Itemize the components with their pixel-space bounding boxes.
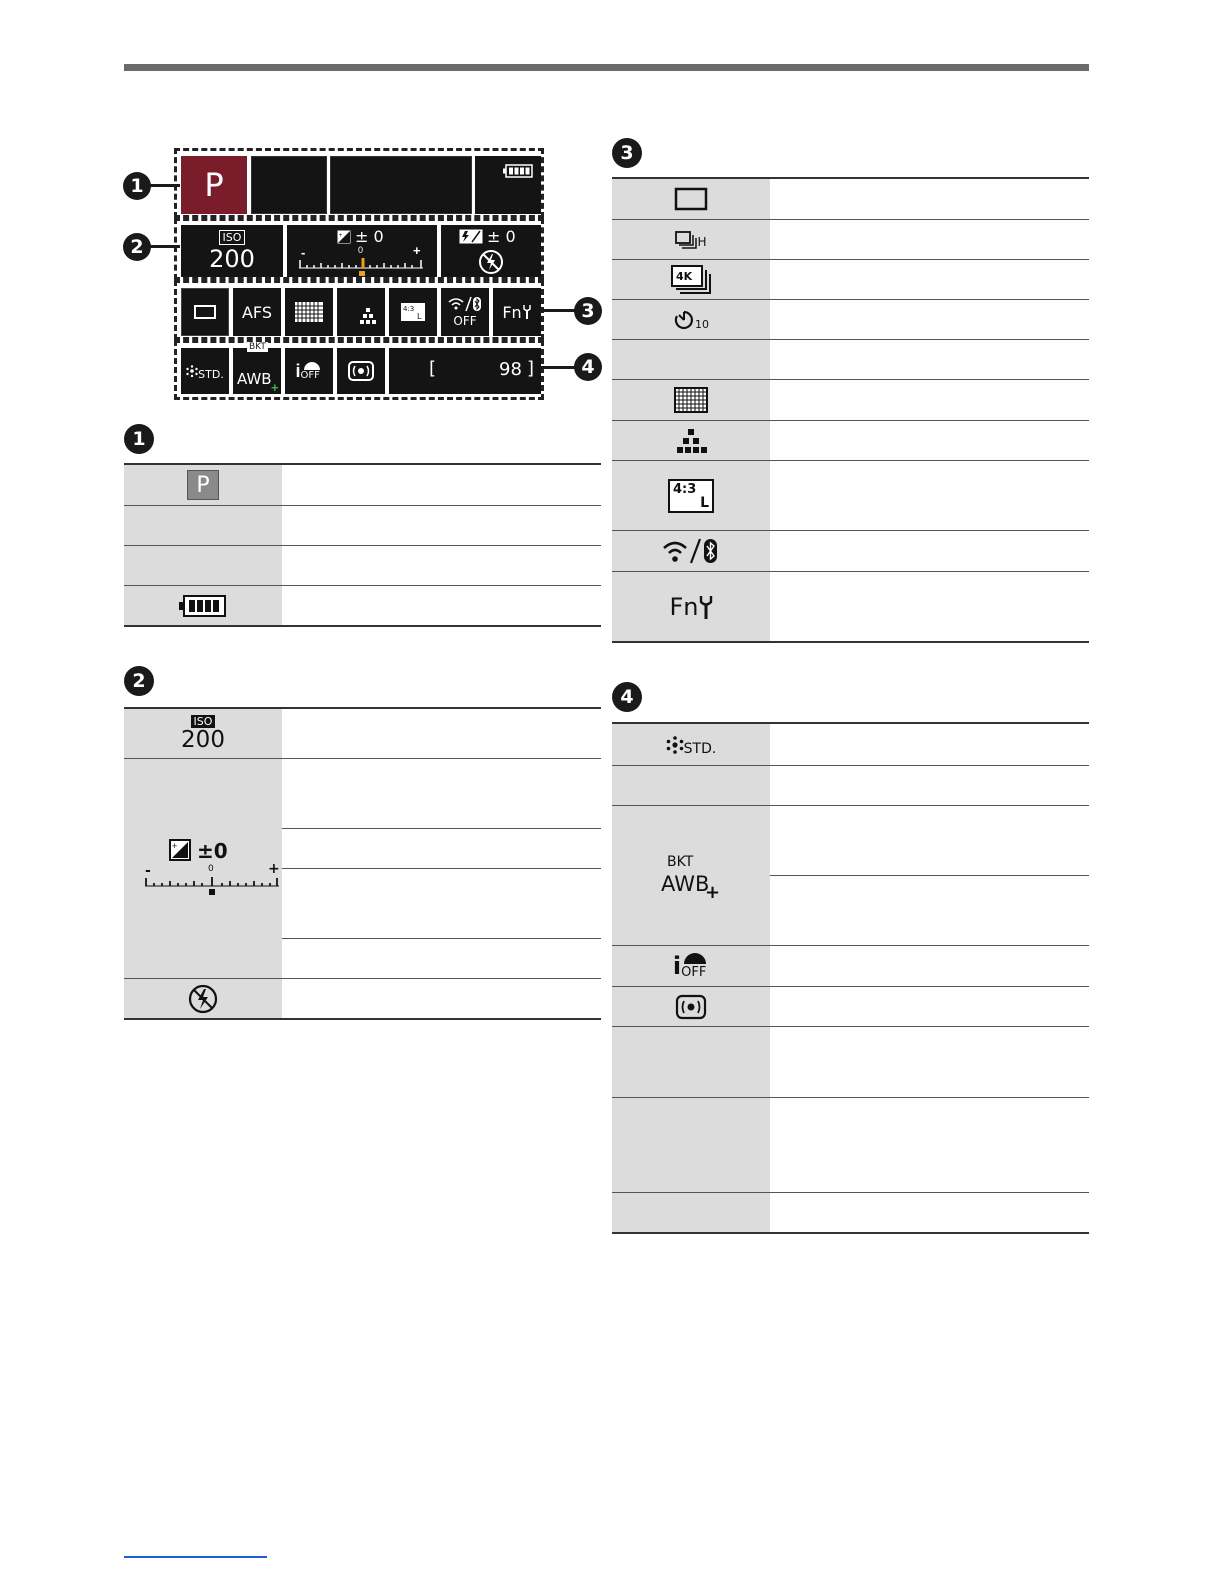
sub-divider: [282, 938, 601, 939]
icon-cell: [612, 531, 770, 571]
section-1-heading: 1: [124, 424, 154, 454]
callout-1: 1: [123, 172, 151, 200]
description-cell: [770, 987, 1089, 1026]
icon-cell: [612, 987, 770, 1026]
wifi-off-label: OFF: [453, 314, 477, 328]
quality-icon: [675, 428, 707, 454]
description-cell: [770, 300, 1089, 339]
table-row: [612, 946, 1089, 987]
scale-plus: +: [413, 243, 421, 258]
iso-badge: ISO: [191, 715, 216, 728]
table-row: [612, 572, 1089, 643]
description-cell: [770, 946, 1089, 986]
icon-cell: [612, 461, 770, 530]
table-row: [612, 766, 1089, 806]
remaining-count: 98: [499, 359, 522, 380]
iso-value: 200: [181, 726, 225, 753]
table-row: [612, 806, 1089, 946]
panel-row-3: [174, 280, 544, 340]
table-row: [612, 260, 1089, 300]
icon-cell: [612, 724, 770, 765]
multi-area-icon: [294, 301, 324, 323]
table-row: [124, 586, 601, 627]
icon-cell: [612, 300, 770, 339]
scale-plus: +: [268, 860, 280, 877]
svg-text:4K: 4K: [676, 269, 693, 283]
i-dynamic-off-label: OFF: [681, 965, 707, 980]
remaining-shots-cell: [389, 348, 541, 394]
description-cell: [770, 220, 1089, 259]
description-cell: [770, 531, 1089, 571]
description-cell: [282, 759, 601, 978]
svg-text:L: L: [417, 312, 422, 321]
panel-row-2: [174, 218, 544, 280]
exposure-scale: [145, 875, 279, 889]
table-row: [612, 531, 1089, 572]
icon-cell: [612, 946, 770, 986]
table-row: [612, 461, 1089, 531]
self-timer-icon: [673, 309, 695, 331]
panel-cell-blank-a[interactable]: [251, 156, 327, 214]
icon-cell: [124, 759, 282, 978]
aspect-size-icon: [668, 479, 714, 513]
exposure-comp-value: ± 0: [355, 227, 384, 246]
description-cell: [770, 260, 1089, 299]
half-circle-icon: [683, 951, 707, 965]
description-cell: [770, 766, 1089, 805]
callout-1-line: [150, 184, 180, 187]
exposure-cell[interactable]: [287, 225, 437, 277]
bkt-label: BKT: [667, 853, 694, 870]
quality-cell[interactable]: [337, 288, 385, 336]
description-cell: [770, 724, 1089, 765]
table-row: [612, 987, 1089, 1027]
panel-cell-blank-b[interactable]: [330, 156, 472, 214]
table-row: [124, 709, 601, 759]
description-cell: [770, 461, 1089, 530]
wrench-icon: [522, 304, 532, 320]
panel-row-1: [174, 148, 544, 218]
fn-label: Fn: [502, 302, 522, 322]
aspect-size-icon: [400, 302, 426, 322]
description-cell: [282, 586, 601, 625]
icon-cell: [124, 586, 282, 625]
fn-cell[interactable]: [493, 288, 541, 336]
metering-cell[interactable]: [337, 348, 385, 394]
description-cell: [282, 709, 601, 758]
scale-minus: -: [301, 245, 306, 260]
svg-text:+: +: [172, 840, 178, 851]
i-dynamic-icon: i: [295, 360, 301, 381]
icon-cell: [612, 421, 770, 460]
table-row: [612, 220, 1089, 260]
i-dynamic-cell[interactable]: [285, 348, 333, 394]
table-row: [612, 340, 1089, 380]
section-3-table: [612, 177, 1089, 643]
af-mode-cell[interactable]: [233, 288, 281, 336]
iso-badge: ISO: [219, 230, 246, 245]
section-4-table: [612, 722, 1089, 1234]
scale-zero: 0: [358, 245, 364, 255]
metering-icon: [675, 994, 707, 1020]
description-cell: [770, 1027, 1089, 1097]
icon-cell: [124, 506, 282, 545]
battery-icon: [179, 595, 227, 617]
scale-minus: -: [145, 862, 151, 879]
callout-4: 4: [574, 353, 602, 381]
flash-comp-value: ± 0: [487, 227, 516, 246]
bkt-label: BKT: [249, 342, 266, 352]
description-cell: [282, 546, 601, 585]
table-row: [612, 421, 1089, 461]
description-cell: [770, 1193, 1089, 1232]
multi-area-icon: [674, 387, 708, 413]
control-panel-diagram: [174, 148, 544, 400]
footer-link-underline[interactable]: [124, 1556, 267, 1558]
mode-cell[interactable]: [181, 156, 247, 214]
description-cell: [770, 380, 1089, 420]
table-row: [612, 1193, 1089, 1234]
callout-2-line: [150, 245, 180, 248]
photo-style-icon: [186, 365, 198, 377]
drive-mode-cell[interactable]: [181, 288, 229, 336]
header-rule: [124, 64, 1089, 71]
scale-pointer: [209, 889, 215, 895]
awb-label: AWB: [661, 871, 710, 896]
style-std-label: STD.: [683, 740, 717, 757]
icon-cell: [612, 806, 770, 945]
i-dynamic-off-label: OFF: [300, 370, 320, 381]
bracket-close: ]: [527, 358, 535, 379]
flash-comp-icon: [459, 229, 483, 244]
flash-off-icon: [478, 249, 504, 275]
scale-zero: 0: [208, 863, 214, 874]
icon-cell: [612, 340, 770, 379]
af-mode-label: AFS: [241, 302, 273, 322]
icon-cell: [124, 465, 282, 505]
battery-cell: [475, 156, 541, 214]
sub-divider: [770, 875, 1089, 876]
description-cell: [770, 806, 1089, 945]
table-row: [612, 724, 1089, 766]
battery-icon: [503, 164, 533, 178]
section-3-heading: 3: [612, 138, 642, 168]
wifi-bluetooth-icon: [661, 537, 721, 565]
mode-p-icon: P: [187, 470, 219, 500]
description-cell: [770, 1098, 1089, 1192]
scale-pointer: [359, 271, 365, 276]
section-1-table: [124, 463, 601, 627]
table-row: [612, 1098, 1089, 1193]
icon-cell: [612, 179, 770, 219]
description-cell: [770, 572, 1089, 641]
exposure-scale: [299, 257, 423, 271]
icon-cell: [612, 1193, 770, 1232]
wifi-bluetooth-icon: [447, 296, 483, 312]
section-2-heading: 2: [124, 666, 154, 696]
exposure-comp-value: ±0: [197, 838, 228, 863]
wrench-icon: [699, 594, 713, 620]
description-cell: [770, 340, 1089, 379]
sub-divider: [282, 868, 601, 869]
flash-off-icon: [188, 984, 218, 1014]
iso-cell[interactable]: [181, 225, 283, 277]
photo-style-cell[interactable]: [181, 348, 229, 394]
awb-label: AWB: [237, 370, 272, 388]
size-label: L: [700, 494, 709, 511]
icon-cell: [612, 1027, 770, 1097]
iso-value: 200: [209, 244, 255, 273]
exposure-comp-icon: [169, 839, 191, 861]
icon-cell: [124, 979, 282, 1018]
fn-label: Fn: [669, 592, 699, 621]
half-circle-icon: [303, 360, 321, 370]
icon-cell: [612, 220, 770, 259]
sub-divider: [282, 828, 601, 829]
table-row: [612, 300, 1089, 340]
flash-cell[interactable]: [441, 225, 541, 277]
icon-cell: [124, 546, 282, 585]
icon-cell: [124, 709, 282, 758]
description-cell: [282, 506, 601, 545]
burst-h-label: H: [697, 234, 707, 249]
callout-3: 3: [574, 297, 602, 325]
svg-text:4:3: 4:3: [403, 305, 415, 313]
aspect-cell[interactable]: [389, 288, 437, 336]
table-row: [612, 1027, 1089, 1098]
single-drive-icon: [194, 305, 216, 319]
style-std-label: STD.: [198, 367, 224, 381]
i-dynamic-icon: i: [672, 952, 682, 980]
callout-3-line: [540, 309, 576, 312]
photo-style-icon: [666, 736, 684, 754]
timer-10-label: 10: [695, 318, 709, 331]
icon-cell: [612, 766, 770, 805]
single-drive-icon: [674, 187, 708, 211]
icon-cell: [612, 380, 770, 420]
white-balance-cell[interactable]: [233, 342, 281, 395]
table-row: [124, 759, 601, 979]
table-row: [124, 506, 601, 546]
mode-label: P: [204, 166, 224, 204]
panel-row-4: [174, 340, 544, 400]
description-cell: [282, 979, 601, 1018]
icon-cell: [612, 260, 770, 299]
table-row: [124, 546, 601, 586]
burst-drive-icon: [675, 231, 697, 249]
awb-plus-icon: +: [705, 881, 721, 903]
af-area-cell[interactable]: [285, 288, 333, 336]
wifi-cell[interactable]: [441, 288, 489, 336]
bracket-open: [: [429, 358, 437, 379]
table-row: [124, 465, 601, 506]
exposure-comp-icon: [337, 230, 351, 244]
description-cell: [770, 179, 1089, 219]
metering-icon: [347, 360, 375, 382]
description-cell: [282, 465, 601, 505]
quality-icon: [359, 308, 377, 326]
table-row: [124, 979, 601, 1020]
icon-cell: [612, 1098, 770, 1192]
4k-photo-icon: [671, 265, 711, 295]
section-2-table: [124, 707, 601, 1020]
table-row: [612, 179, 1089, 220]
callout-2: 2: [123, 233, 151, 261]
aspect-label: 4:3: [673, 481, 697, 497]
description-cell: [770, 421, 1089, 460]
table-row: [612, 380, 1089, 421]
svg-text:+: +: [339, 232, 343, 239]
callout-4-line: [540, 366, 576, 369]
icon-cell: [612, 572, 770, 641]
section-4-heading: 4: [612, 682, 642, 712]
awb-plus-icon: +: [271, 380, 279, 395]
